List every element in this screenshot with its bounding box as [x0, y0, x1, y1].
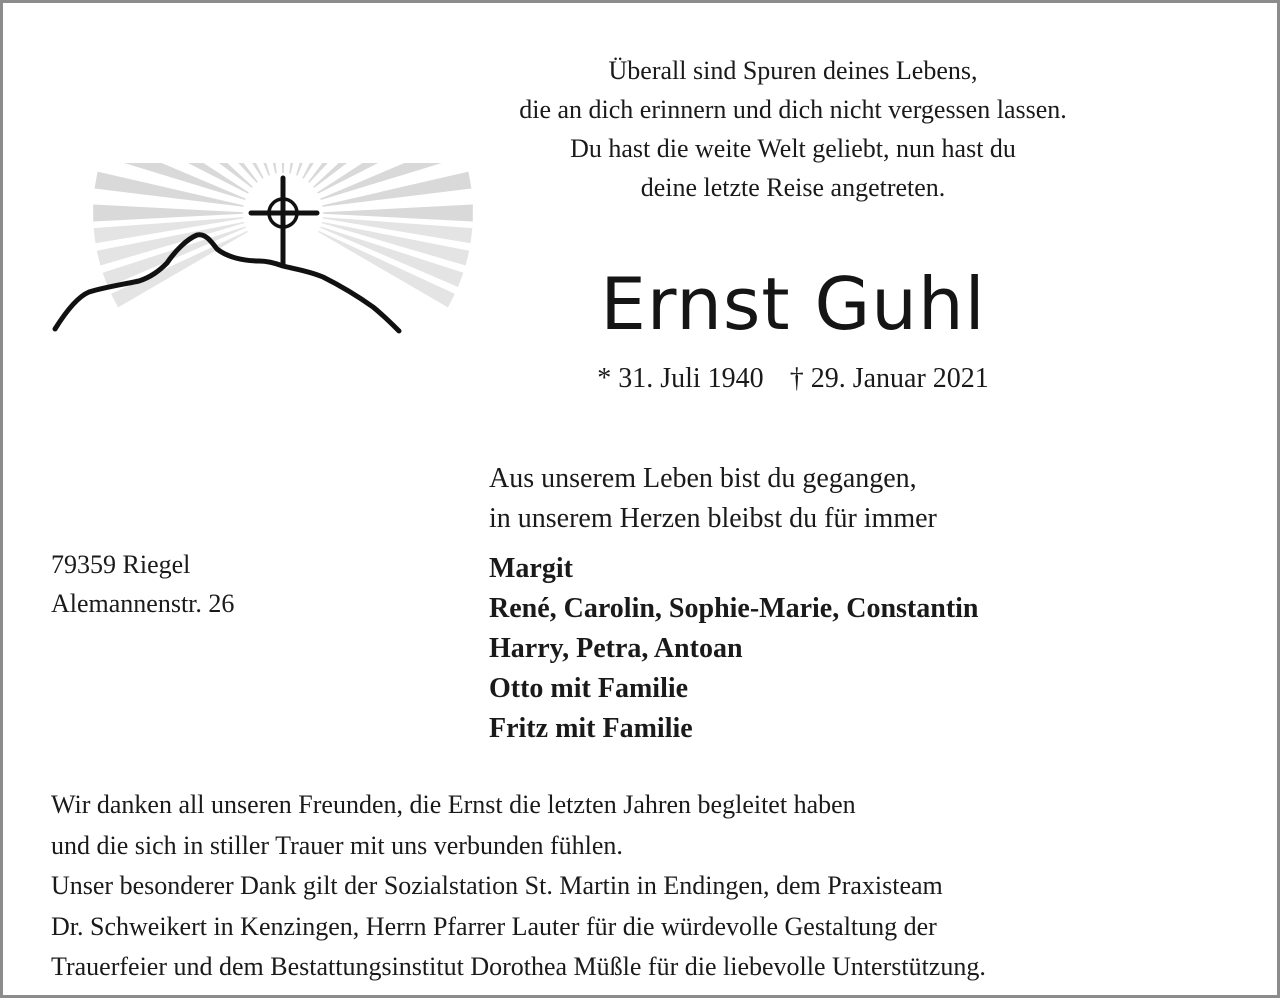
thanks-line: Trauerfeier und dem Bestattungsinstitut Dorothea Müßle für die liebevolle Unterstützung. [51, 952, 986, 981]
birth-date: * 31. Juli 1940 [597, 363, 764, 394]
mourner-entry: Fritz mit Familie [489, 713, 693, 744]
address-street: Alemannenstr. 26 [51, 589, 235, 618]
verse-line: Du hast die weite Welt geliebt, nun hast du [570, 134, 1016, 163]
mourner-entry: Harry, Petra, Antoan [489, 633, 743, 664]
mourners-list [489, 549, 979, 749]
thanks-line: und die sich in stiller Trauer mit uns verbunden fühlen. [51, 830, 623, 860]
mourner-entry: Otto mit Familie [489, 673, 689, 704]
motto-line: in unserem Herzen bleibst du für immer [489, 503, 937, 534]
cross-icon [251, 178, 317, 266]
family-address [51, 545, 234, 623]
mourner-entry: Margit [489, 553, 573, 584]
address-city: 79359 Riegel [51, 550, 191, 579]
thanks-line: Dr. Schweikert in Kenzingen, Herrn Pfarrer Lauter für die würdevolle Gestaltung der [51, 911, 937, 941]
verse-line: die an dich erinnern und dich nicht vergessen lassen. [519, 95, 1067, 124]
thanks-paragraph [51, 785, 986, 988]
life-dates [543, 359, 1043, 399]
verse-line: Überall sind Spuren deines Lebens, [608, 56, 978, 85]
motto-line: Aus unserem Leben bist du gegangen, [489, 463, 917, 494]
opening-verse [443, 51, 1143, 207]
memorial-motto [489, 459, 937, 539]
sun-ray [274, 163, 291, 173]
verse-line: deine letzte Reise angetreten. [640, 173, 946, 202]
deceased-name: Ernst Guhl [600, 262, 986, 346]
death-date: † 29. Januar 2021 [789, 363, 989, 394]
thanks-line: Wir danken all unseren Freunden, die Ernst die letzten Jahren begleitet haben [51, 790, 856, 819]
mountain-cross-sunrays-icon [47, 163, 477, 353]
mourner-entry: René, Carolin, Sophie-Marie, Constantin [489, 593, 979, 624]
thanks-line: Unser besonderer Dank gilt der Sozialstation St. Martin in Endingen, dem Praxisteam [51, 871, 943, 900]
